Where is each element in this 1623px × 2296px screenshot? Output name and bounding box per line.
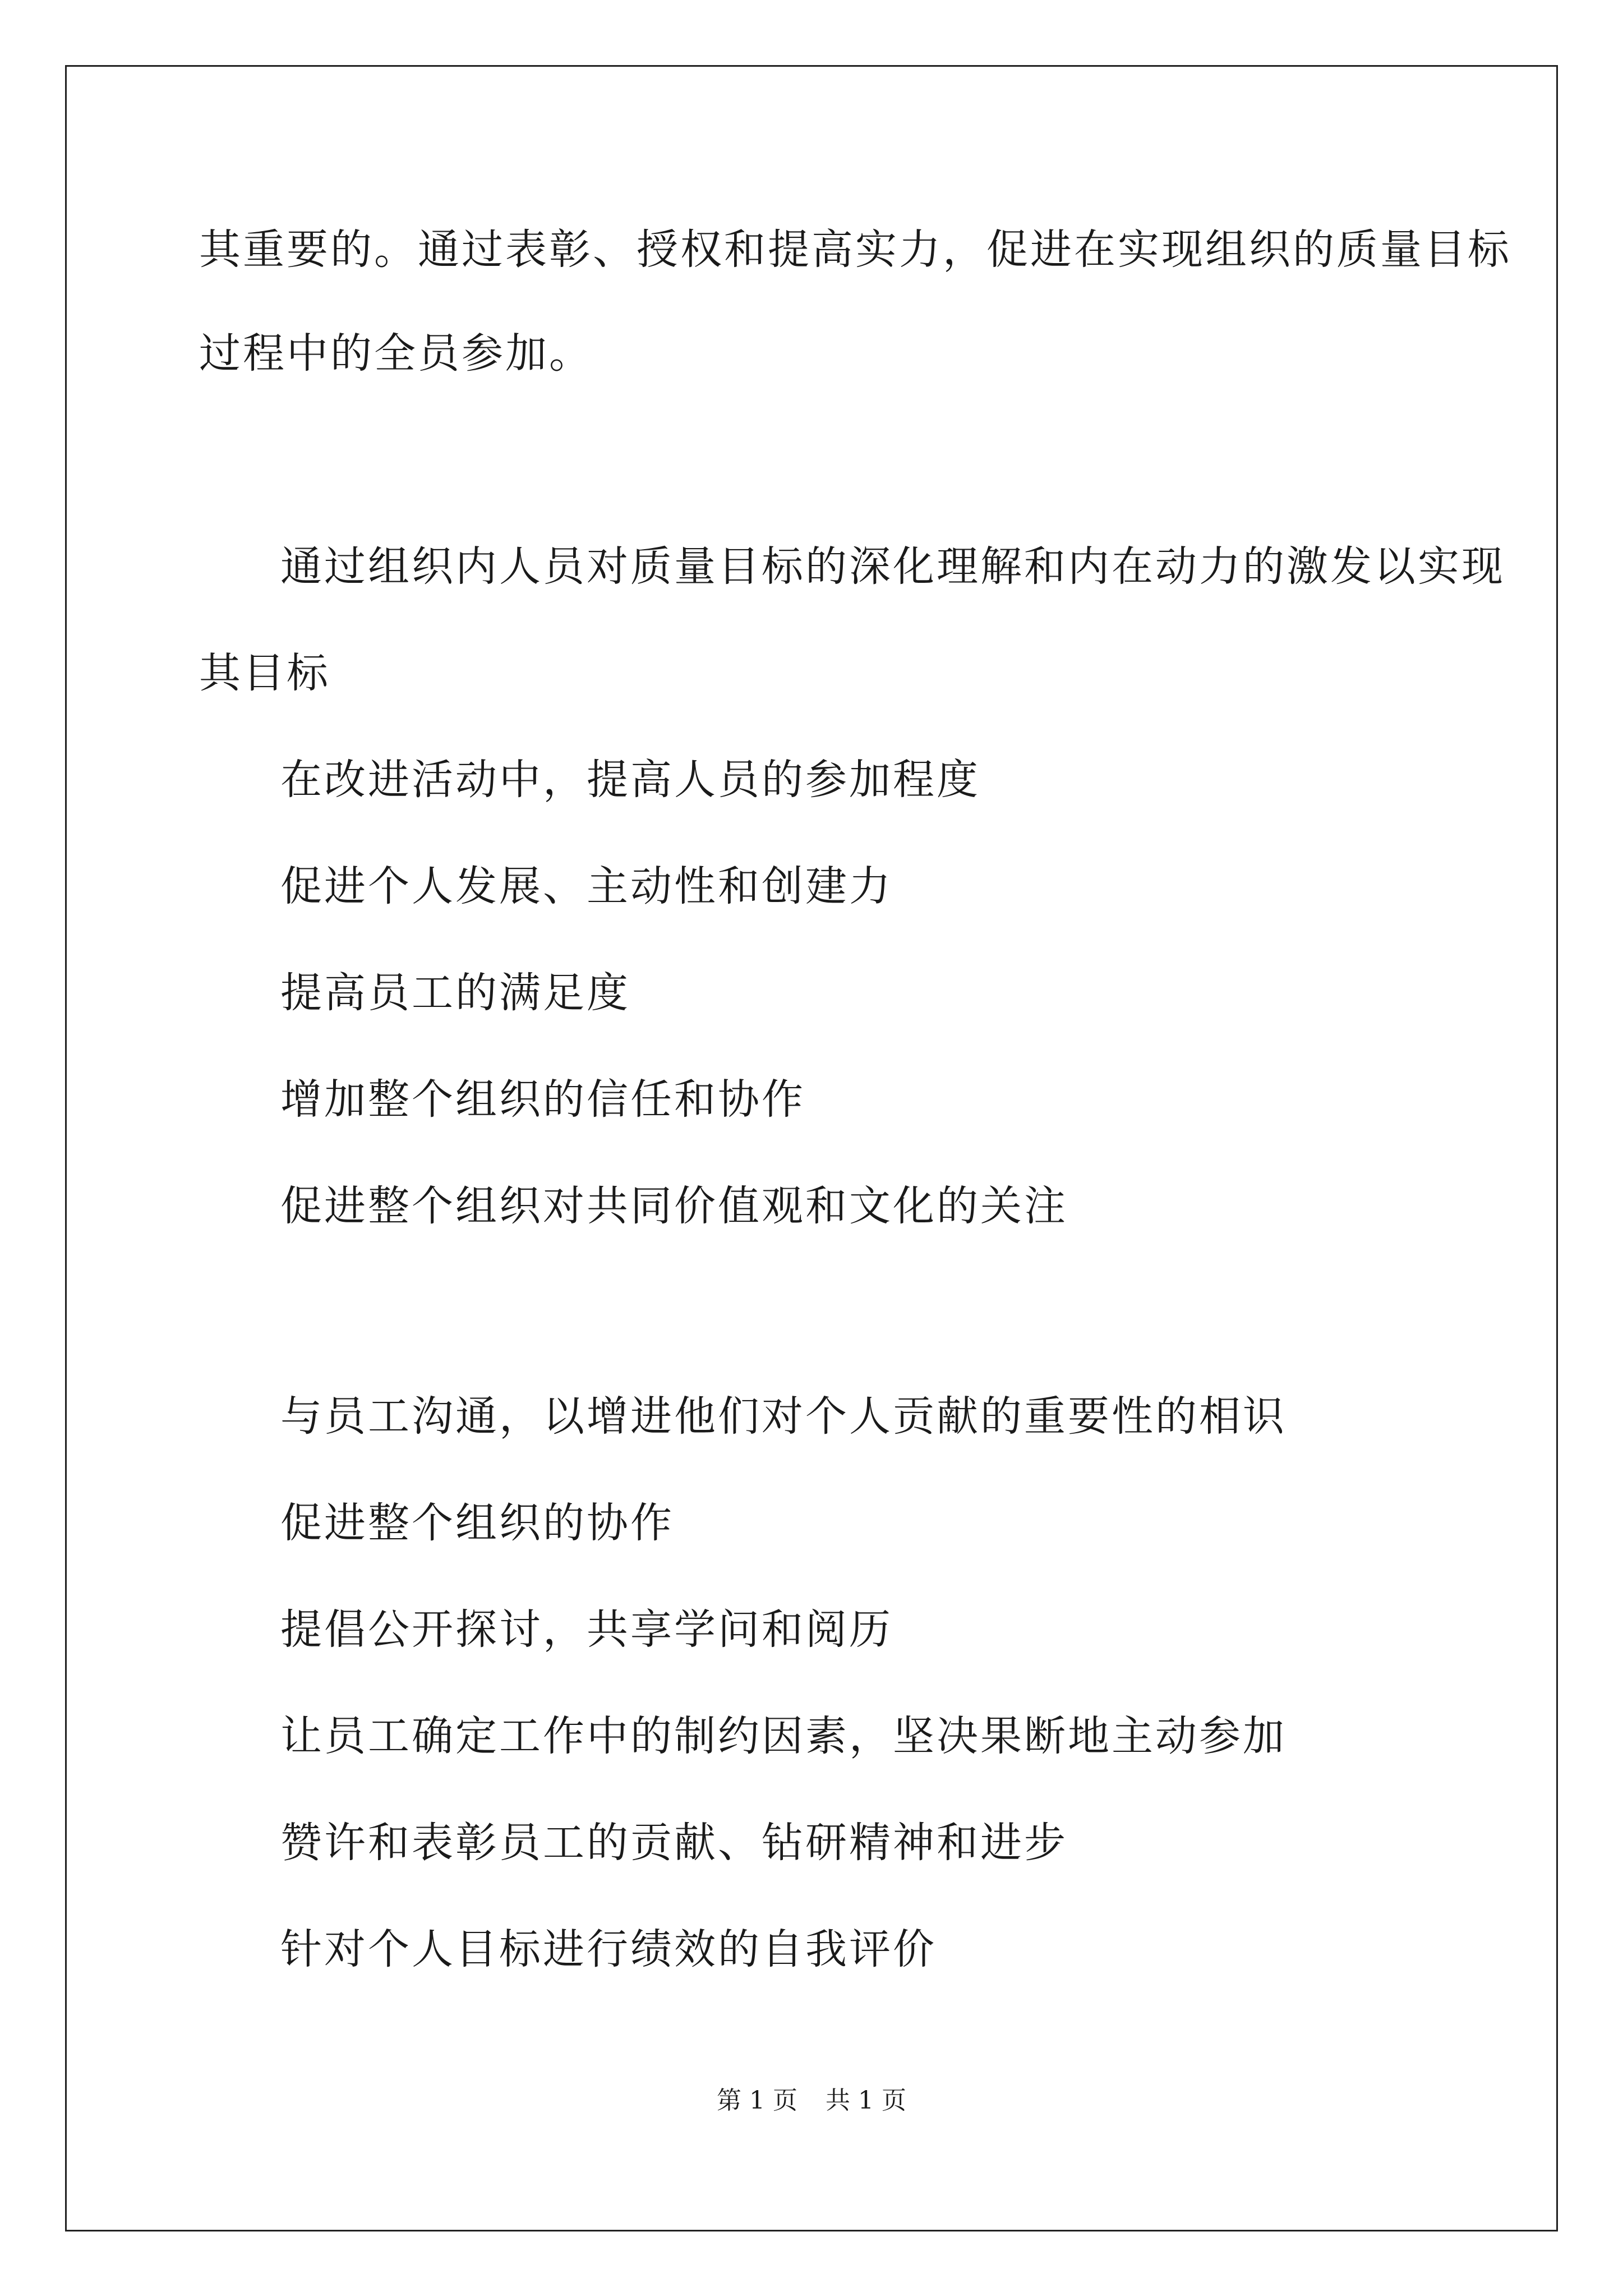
body-text-line: 通过组织内人员对质量目标的深化理解和内在动力的激发以实现 [280, 542, 1505, 591]
list-item: 促进整个组织对共同价值观和文化的关注 [280, 1182, 1068, 1230]
list-item: 针对个人目标进行绩效的自我评价 [280, 1925, 937, 1973]
list-item: 增加整个组织的信任和协作 [280, 1075, 805, 1124]
list-item: 在改进活动中，提高人员的参加程度 [280, 756, 980, 804]
list-item: 促进整个组织的协作 [280, 1499, 674, 1547]
body-text-line: 其目标 [199, 649, 330, 697]
list-item: 与员工沟通，以增进他们对个人贡献的重要性的相识 [280, 1392, 1287, 1441]
list-item: 赞许和表彰员工的贡献、钻研精神和进步 [280, 1819, 1068, 1867]
list-item: 提倡公开探讨，共享学问和阅历 [280, 1605, 893, 1654]
page-total: 共 1 页 [826, 2086, 906, 2115]
body-text-line: 过程中的全员参加。 [199, 329, 593, 378]
list-item: 促进个人发展、主动性和创建力 [280, 862, 893, 910]
page-number: 第 1 页 [717, 2086, 797, 2115]
list-item: 让员工确定工作中的制约因素，坚决果断地主动参加 [280, 1712, 1287, 1760]
page-footer [0, 2084, 1623, 2118]
list-item: 提高员工的满足度 [280, 969, 630, 1017]
page-border [65, 65, 1558, 2231]
body-text-line: 其重要的。通过表彰、授权和提高实力，促进在实现组织的质量目标 [199, 226, 1511, 274]
